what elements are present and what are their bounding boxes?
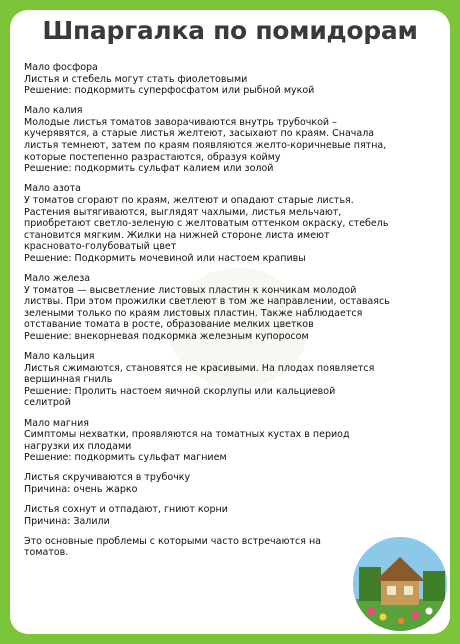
section-magnesium (24, 418, 424, 464)
section-heading: Листья скручиваются в трубочку (24, 472, 191, 484)
section-line: Решение: подкормить сульфат калием или золой (24, 163, 274, 175)
section-heading: Мало калия (24, 105, 83, 117)
outro-text: Это основные проблемы с которыми часто встречаются на (24, 535, 321, 547)
section-line: зелеными только по краям листовых пластин. Также наблюдается (24, 307, 363, 319)
section-line: кучерявятся, а старые листья желтеют, засыхают по краям. Сначала (24, 128, 375, 140)
section-line: красновато-голубоватый цвет (24, 241, 177, 253)
section-line: Причина: Залили (24, 515, 110, 527)
section-line: У томатов сгорают по краям, желтеют и опадают старые листья. (24, 194, 354, 206)
section-nitrogen (24, 183, 424, 264)
section-line: Симптомы нехватки, проявляются на томатных кустах в период (24, 429, 350, 441)
section-line: становится мягким. Жилки на нижней стороне листа имеют (24, 229, 330, 241)
section-line: Листья и стебель могут стать фиолетовыми (24, 73, 248, 85)
section-heading: Листья сохнут и отпадают, гниют корни (24, 504, 228, 516)
section-line: Решение: Пролить настоем яичной скорлупы или кальциевой (24, 385, 336, 397)
section-line: У томатов — высветление листовых пластин к кончикам молодой (24, 284, 357, 296)
section-line: отставание томата в росте, образование мелких цветков (24, 319, 314, 331)
section-line: Решение: подкормить суперфосфатом или рыбной мукой (24, 85, 315, 97)
section-line: листья темнеют, затем по краям появляются желто-коричневые пятна, (24, 140, 387, 152)
section-line: нагрузки их плодами (24, 440, 132, 452)
section-line: Причина: очень жарко (24, 484, 138, 495)
section-heading: Мало железа (24, 273, 91, 284)
cheatsheet-card (10, 10, 450, 634)
section-line: селитрой (24, 397, 71, 409)
section-line: Решение: подкормить сульфат магнием (24, 452, 227, 464)
section-curling (24, 472, 424, 495)
section-calcium (24, 351, 424, 409)
section-line: Решение: внекорневая подкормка железным купоросом (24, 330, 309, 342)
house-photo (350, 534, 450, 634)
section-heading: Мало фосфора (24, 62, 98, 73)
outro-text: томатов. (24, 547, 69, 559)
section-heading: Мало азота (24, 183, 81, 195)
section-line: Молодые листья томатов заворачиваются внутрь трубочкой – (24, 116, 337, 128)
section-drying (24, 504, 424, 527)
section-line: листвы. При этом прожилки светлеют в том же направлении, оставаясь (24, 296, 390, 308)
section-phosphorus (24, 62, 424, 97)
page-title: Шпаргалка по помидорам (42, 16, 418, 45)
content (24, 62, 424, 567)
section-line: приобретают светло-зеленую с желтоватым оттенком окраску, стебель (24, 218, 389, 230)
section-line: вершинная гниль (24, 374, 113, 386)
section-iron (24, 273, 424, 343)
section-line: Растения вытягиваются, выглядят чахлыми, листья мельчают, (24, 206, 342, 218)
section-heading: Мало магния (24, 417, 90, 429)
section-potassium (24, 105, 424, 175)
section-line: Листья сжимаются, становятся не красивыми. На плодах появляется (24, 362, 375, 374)
house-illustration (353, 537, 447, 631)
section-line: которые постепенно разрастаются, образуя койму (24, 151, 281, 163)
section-heading: Мало кальция (24, 351, 95, 363)
section-line: Решение: Подкормить мочевиной или настоем крапивы (24, 252, 306, 264)
